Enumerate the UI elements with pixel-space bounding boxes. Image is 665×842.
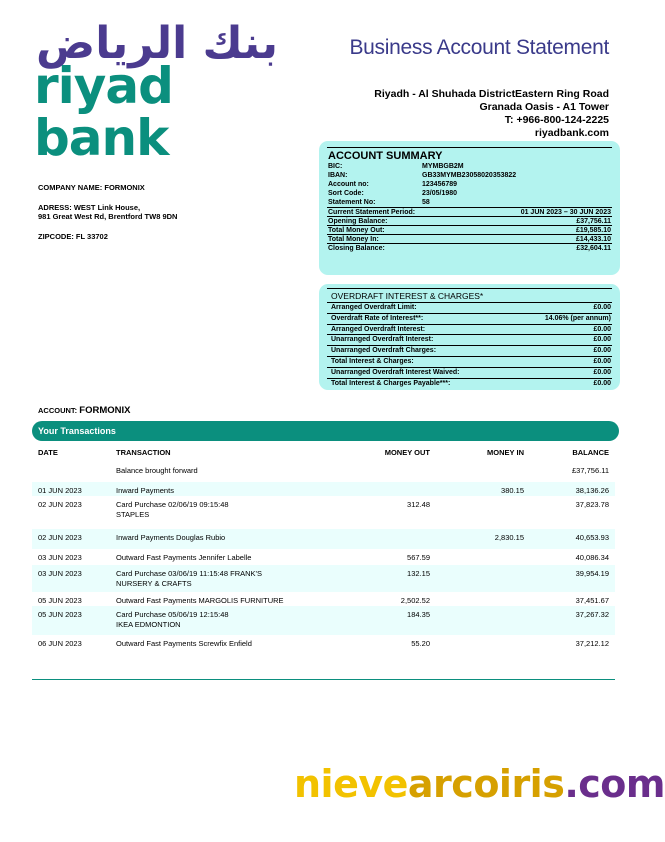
cell-transaction [116, 533, 306, 543]
cell-money-out: 2,502.52 [400, 596, 430, 605]
cell-money-out: 132.15 [407, 569, 430, 578]
overdraft-row-label: Unarranged Overdraft Interest Waived: [331, 368, 460, 376]
cell-balance: 38,136.26 [575, 486, 609, 495]
transactions-table-header [32, 448, 615, 462]
overdraft-row-value: 14.06% (per annum) [544, 314, 611, 322]
table-row [32, 482, 615, 496]
cell-balance: 37,212.12 [575, 639, 609, 648]
cell-balance: 39,954.19 [575, 569, 609, 578]
cell-date: 03 JUN 2023 [38, 553, 82, 562]
address-line: Riyadh - Al Shuhada DistrictEastern Ring Road [374, 88, 609, 100]
riyad-bank-logo [34, 18, 294, 167]
overdraft-row-label: Total Interest & Charges Payable***: [331, 379, 451, 387]
summary-id-row-value: MYMBGB2M [422, 163, 464, 170]
cell-transaction [116, 639, 306, 649]
overdraft-row [327, 378, 612, 389]
overdraft-row-label: Unarranged Overdraft Interest: [331, 336, 434, 344]
cell-transaction-line: STAPLES [116, 510, 150, 519]
cell-transaction-line: Inward Payments [116, 486, 174, 495]
summary-balance-row-value: £14,433.10 [575, 236, 611, 243]
statement-period-label: Current Statement Period: [328, 209, 416, 216]
summary-id-row-label: Sort Code: [328, 190, 364, 197]
overdraft-row-label: Unarranged Overdraft Charges: [331, 347, 437, 355]
cell-transaction [116, 596, 306, 606]
account-summary-title: ACCOUNT SUMMARY [327, 147, 612, 162]
summary-balance-row-label: Closing Balance: [328, 245, 385, 252]
cell-money-out: 567.59 [407, 553, 430, 562]
cell-transaction [116, 500, 306, 520]
summary-id-row-value: 58 [422, 199, 430, 206]
overdraft-row [327, 367, 612, 378]
summary-id-row-value: 23/05/1980 [422, 190, 458, 197]
page-title: Business Account Statement [349, 36, 609, 59]
table-bottom-rule [32, 679, 615, 680]
statement-period-row [327, 207, 612, 216]
summary-balance-row-label: Total Money Out: [328, 227, 385, 234]
address-line: Granada Oasis - A1 Tower [479, 101, 609, 113]
website-line: riyadbank.com [534, 127, 609, 139]
overdraft-row-value: £0.00 [593, 325, 611, 333]
summary-id-row-label: BIC: [328, 163, 343, 170]
cell-money-out: 184.35 [407, 610, 430, 619]
company-address-line2: 981 Great West Rd, Brentford TW8 9DN [38, 212, 178, 221]
cell-balance: 37,823.78 [575, 500, 609, 509]
overdraft-row [327, 356, 612, 367]
cell-date: 02 JUN 2023 [38, 533, 82, 542]
overdraft-row-label: Arranged Overdraft Limit: [331, 304, 417, 311]
cell-balance: 37,267.32 [575, 610, 609, 619]
cell-transaction [116, 466, 306, 476]
overdraft-row [327, 334, 612, 345]
summary-id-row [327, 198, 612, 207]
cell-date: 03 JUN 2023 [38, 569, 82, 578]
cell-transaction [116, 486, 306, 496]
col-transaction-header: TRANSACTION [116, 448, 171, 457]
summary-id-row-value: GB33MYMB23058020353822 [422, 172, 517, 179]
bank-address [374, 88, 609, 140]
cell-money-out: 55.20 [411, 639, 430, 648]
cell-transaction-line: IKEA EDMONTION [116, 620, 181, 629]
table-row [32, 606, 615, 635]
account-label-line [38, 405, 130, 416]
summary-id-row-label: Statement No: [328, 199, 376, 206]
table-row [32, 529, 615, 549]
overdraft-panel [319, 284, 620, 390]
cell-date: 05 JUN 2023 [38, 610, 82, 619]
summary-id-row [327, 171, 612, 180]
overdraft-row-label: Arranged Overdraft Interest: [331, 325, 426, 333]
col-balance-header: BALANCE [572, 448, 609, 457]
account-name: FORMONIX [79, 405, 131, 416]
overdraft-row-value: £0.00 [593, 304, 611, 311]
col-money-in-header: MONEY IN [487, 448, 524, 457]
cell-date: 02 JUN 2023 [38, 500, 82, 509]
summary-balance-row [327, 243, 612, 252]
company-details [38, 183, 177, 241]
overdraft-row [327, 345, 612, 356]
summary-balance-row-value: £32,604.11 [576, 245, 611, 252]
table-row [32, 635, 615, 668]
cell-transaction-line: Card Purchase 03/06/19 11:15:48 FRANK'S [116, 569, 262, 578]
summary-balance-row-value: £37,756.11 [576, 218, 611, 225]
cell-transaction-line: Outward Fast Payments Jennifer Labelle [116, 553, 252, 562]
table-row [32, 496, 615, 529]
account-label: ACCOUNT: [38, 406, 78, 415]
cell-transaction [116, 610, 306, 630]
company-zipcode: ZIPCODE: FL 33702 [38, 232, 108, 241]
table-row [32, 549, 615, 565]
summary-id-row [327, 180, 612, 189]
transactions-section-header: Your Transactions [32, 421, 619, 441]
table-row [32, 592, 615, 606]
summary-id-row [327, 189, 612, 198]
cell-transaction [116, 569, 306, 589]
logo-arabic-text: بنك الرياض [36, 18, 278, 69]
transactions-table [32, 462, 615, 668]
cell-money-in: 2,830.15 [494, 533, 524, 542]
overdraft-row [327, 324, 612, 335]
summary-balance-row [327, 234, 612, 243]
watermark-part: .com [564, 762, 665, 806]
cell-balance: £37,756.11 [572, 466, 609, 475]
col-date-header: DATE [38, 448, 58, 457]
watermark [294, 762, 665, 806]
overdraft-row-label: Overdraft Rate of Interest**: [331, 314, 424, 322]
cell-balance: 37,451.67 [575, 596, 609, 605]
cell-money-out: 312.48 [407, 500, 430, 509]
phone-line: T: +966-800-124-2225 [504, 114, 609, 126]
overdraft-row-value: £0.00 [593, 368, 611, 376]
watermark-part: nieve [294, 762, 408, 806]
statement-period-value: 01 JUN 2023 – 30 JUN 2023 [520, 209, 611, 216]
table-row [32, 462, 615, 482]
company-address-line1: ADRESS: WEST Link House, [38, 203, 141, 212]
cell-transaction-line: Card Purchase 05/06/19 12:15:48 [116, 610, 229, 619]
logo-english-text: riyad bank [34, 57, 173, 167]
cell-transaction-line: Card Purchase 02/06/19 09:15:48 [116, 500, 229, 509]
cell-transaction-line: Outward Fast Payments MARGOLIS FURNITURE [116, 596, 284, 605]
watermark-part: arcoiris [407, 762, 565, 806]
summary-balance-row [327, 225, 612, 234]
overdraft-row-value: £0.00 [593, 347, 611, 355]
overdraft-row-value: £0.00 [593, 379, 611, 387]
cell-transaction-line: Inward Payments Douglas Rubio [116, 533, 226, 542]
summary-balance-row-value: £19,585.10 [575, 227, 611, 234]
col-money-out-header: MONEY OUT [384, 448, 430, 457]
summary-id-row-label: IBAN: [328, 172, 348, 179]
summary-balance-row-label: Total Money In: [328, 236, 379, 243]
overdraft-row-label: Total Interest & Charges: [331, 357, 414, 365]
company-name: COMPANY NAME: FORMONIX [38, 183, 145, 192]
overdraft-row-value: £0.00 [593, 357, 611, 365]
account-summary-panel [319, 141, 620, 275]
overdraft-row-value: £0.00 [593, 336, 611, 344]
summary-id-row-label: Account no: [328, 181, 369, 188]
table-row [32, 565, 615, 592]
overdraft-title: OVERDRAFT INTEREST & CHARGES* [327, 288, 612, 301]
cell-transaction-line: NURSERY & CRAFTS [116, 579, 192, 588]
cell-balance: 40,653.93 [575, 533, 609, 542]
cell-transaction [116, 553, 306, 563]
cell-balance: 40,086.34 [575, 553, 609, 562]
cell-transaction-line: Outward Fast Payments Screwfix Enfield [116, 639, 252, 648]
cell-date: 05 JUN 2023 [38, 596, 82, 605]
cell-date: 06 JUN 2023 [38, 639, 82, 648]
summary-id-row-value: 123456789 [422, 181, 458, 188]
cell-money-in: 380.15 [501, 486, 524, 495]
overdraft-row [327, 313, 612, 324]
overdraft-row [327, 302, 612, 313]
cell-date: 01 JUN 2023 [38, 486, 82, 495]
summary-balance-row [327, 216, 612, 225]
summary-balance-row-label: Opening Balance: [328, 218, 388, 225]
cell-transaction-line: Balance brought forward [116, 466, 198, 475]
summary-id-row [327, 162, 612, 171]
